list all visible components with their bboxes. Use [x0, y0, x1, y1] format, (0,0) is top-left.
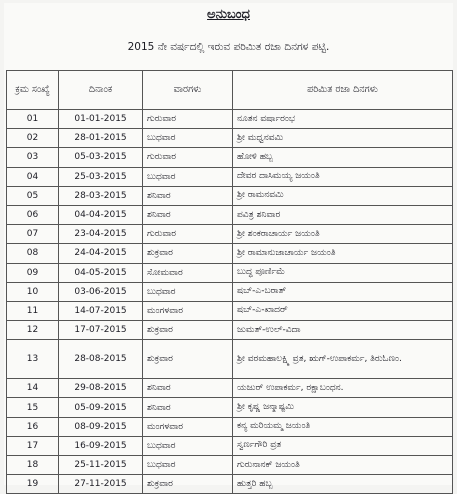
cell-weekday: ಸೋಮವಾರ [143, 263, 233, 282]
table-row [7, 167, 453, 186]
cell-serial-number: 14 [7, 379, 59, 398]
cell-weekday: ಬುಧವಾರ [143, 167, 233, 186]
cell-weekday: ಮಂಗಳವಾರ [143, 301, 233, 320]
cell-serial-number: 05 [7, 186, 59, 205]
cell-holiday-name: ಷಬ್-ಎ-ಖಾದರ್ [233, 301, 453, 320]
cell-weekday: ಶುಕ್ರವಾರ [143, 340, 233, 379]
cell-date: 23-04-2015 [59, 225, 143, 244]
cell-weekday: ಬುಧವಾರ [143, 129, 233, 148]
header-date: ದಿನಾಂಕ [59, 71, 143, 110]
cell-date: 05-09-2015 [59, 398, 143, 417]
cell-holiday-name: ಸ್ವರ್ಣಗೌರಿ ವ್ರತ [233, 436, 453, 455]
cell-serial-number: 02 [7, 129, 59, 148]
table-row [7, 129, 453, 148]
table-row [7, 436, 453, 455]
table-row [7, 321, 453, 340]
holiday-table [6, 70, 453, 494]
cell-weekday: ಮಂಗಳವಾರ [143, 417, 233, 436]
cell-date: 28-01-2015 [59, 129, 143, 148]
header-holiday-name: ಪರಿಮಿತ ರಜಾ ದಿನಗಳು [233, 71, 453, 110]
cell-serial-number: 16 [7, 417, 59, 436]
cell-date: 24-04-2015 [59, 244, 143, 263]
table-row [7, 148, 453, 167]
table-row [7, 301, 453, 320]
cell-serial-number: 09 [7, 263, 59, 282]
cell-serial-number: 12 [7, 321, 59, 340]
cell-holiday-name: ಜುಮತ್-ಉಲ್-ವಿದಾ [233, 321, 453, 340]
cell-date: 16-09-2015 [59, 436, 143, 455]
table-body [7, 110, 453, 494]
table-row [7, 379, 453, 398]
cell-serial-number: 19 [7, 475, 59, 494]
cell-weekday: ಬುಧವಾರ [143, 456, 233, 475]
cell-holiday-name: ಬುದ್ಧ ಪೂರ್ಣಿಮೆ [233, 263, 453, 282]
cell-serial-number: 08 [7, 244, 59, 263]
cell-date: 28-03-2015 [59, 186, 143, 205]
table-row [7, 110, 453, 129]
cell-holiday-name: ಹುತ್ತರಿ ಹಬ್ಬ [233, 475, 453, 494]
table-header-row [7, 71, 453, 110]
cell-holiday-name: ಯಜುರ್ ಉಪಾಕರ್ಮ, ರಕ್ಷಾಬಂಧನ. [233, 379, 453, 398]
cell-date: 05-03-2015 [59, 148, 143, 167]
table-row [7, 475, 453, 494]
table-row [7, 340, 453, 379]
cell-serial-number: 03 [7, 148, 59, 167]
cell-weekday: ಬುಧವಾರ [143, 436, 233, 455]
table-row [7, 282, 453, 301]
table-row [7, 456, 453, 475]
cell-holiday-name: ಶ್ರೀ ಮಧ್ವನವಮಿ [233, 129, 453, 148]
cell-weekday: ಗುರುವಾರ [143, 148, 233, 167]
cell-weekday: ಶನಿವಾರ [143, 205, 233, 224]
cell-serial-number: 18 [7, 456, 59, 475]
cell-serial-number: 01 [7, 110, 59, 129]
cell-weekday: ಗುರುವಾರ [143, 110, 233, 129]
cell-weekday: ಗುರುವಾರ [143, 225, 233, 244]
cell-date: 14-07-2015 [59, 301, 143, 320]
cell-weekday: ಶನಿವಾರ [143, 398, 233, 417]
table-row [7, 225, 453, 244]
table-row [7, 417, 453, 436]
cell-date: 25-11-2015 [59, 456, 143, 475]
cell-serial-number: 15 [7, 398, 59, 417]
cell-date: 03-06-2015 [59, 282, 143, 301]
document-heading: ಅನುಬಂಧ [207, 7, 250, 22]
cell-date: 29-08-2015 [59, 379, 143, 398]
cell-holiday-name: ದೇವರ ದಾಸಿಮಯ್ಯ ಜಯಂತಿ [233, 167, 453, 186]
cell-weekday: ಶನಿವಾರ [143, 186, 233, 205]
cell-weekday: ಶನಿವಾರ [143, 379, 233, 398]
cell-holiday-name: ಶ್ರೀ ರಾಮಾನುಜಾಚಾರ್ಯ ಜಯಂತಿ [233, 244, 453, 263]
header-weekday: ವಾರಗಳು [143, 71, 233, 110]
document-page [4, 3, 453, 490]
cell-holiday-name: ಶ್ರೀ ಶಂಕರಾಚಾರ್ಯ ಜಯಂತಿ [233, 225, 453, 244]
table-row [7, 263, 453, 282]
cell-serial-number: 04 [7, 167, 59, 186]
cell-holiday-name: ಶ್ರೀ ರಾಮನವಮಿ [233, 186, 453, 205]
table-row [7, 205, 453, 224]
document-subtitle: 2015 ನೇ ವರ್ಷದಲ್ಲಿ ಇರುವ ಪರಿಮಿತ ರಜಾ ದಿನಗಳ ಪಟ್ಟಿ. [127, 41, 330, 53]
cell-holiday-name: ಕನ್ಯ ಮರಿಯಮ್ಮ ಜಯಂತಿ [233, 417, 453, 436]
cell-date: 08-09-2015 [59, 417, 143, 436]
cell-date: 01-01-2015 [59, 110, 143, 129]
cell-date: 27-11-2015 [59, 475, 143, 494]
table-row [7, 244, 453, 263]
cell-serial-number: 10 [7, 282, 59, 301]
cell-date: 25-03-2015 [59, 167, 143, 186]
cell-serial-number: 06 [7, 205, 59, 224]
cell-holiday-name: ಶ್ರೀ ವರಮಹಾಲಕ್ಷ್ಮಿ ವ್ರತ, ಋಗ್-ಉಪಾಕರ್ಮ, ತಿರುಓಣಂ. [233, 340, 453, 379]
cell-holiday-name: ಹೋಳಿ ಹಬ್ಬ [233, 148, 453, 167]
cell-holiday-name: ಪವಿತ್ರ ಶನಿವಾರ [233, 205, 453, 224]
cell-serial-number: 13 [7, 340, 59, 379]
cell-serial-number: 17 [7, 436, 59, 455]
cell-holiday-name: ನೂತನ ವರ್ಷಾರಂಭ [233, 110, 453, 129]
cell-holiday-name: ಶ್ರೀ ಕೃಷ್ಣ ಜನ್ಮಾಷ್ಟಮಿ [233, 398, 453, 417]
cell-date: 04-04-2015 [59, 205, 143, 224]
table-row [7, 186, 453, 205]
cell-weekday: ಶುಕ್ರವಾರ [143, 244, 233, 263]
cell-weekday: ಶುಕ್ರವಾರ [143, 475, 233, 494]
cell-date: 28-08-2015 [59, 340, 143, 379]
cell-date: 04-05-2015 [59, 263, 143, 282]
table-row [7, 398, 453, 417]
cell-serial-number: 07 [7, 225, 59, 244]
cell-serial-number: 11 [7, 301, 59, 320]
header-serial-number: ಕ್ರಮ ಸಂಖ್ಯೆ [7, 71, 59, 110]
cell-weekday: ಶುಕ್ರವಾರ [143, 321, 233, 340]
cell-weekday: ಬುಧವಾರ [143, 282, 233, 301]
cell-holiday-name: ಗುರುನಾನಕ್ ಜಯಂತಿ [233, 456, 453, 475]
cell-holiday-name: ಷಬ್-ಎ-ಬರಾತ್ [233, 282, 453, 301]
cell-date: 17-07-2015 [59, 321, 143, 340]
